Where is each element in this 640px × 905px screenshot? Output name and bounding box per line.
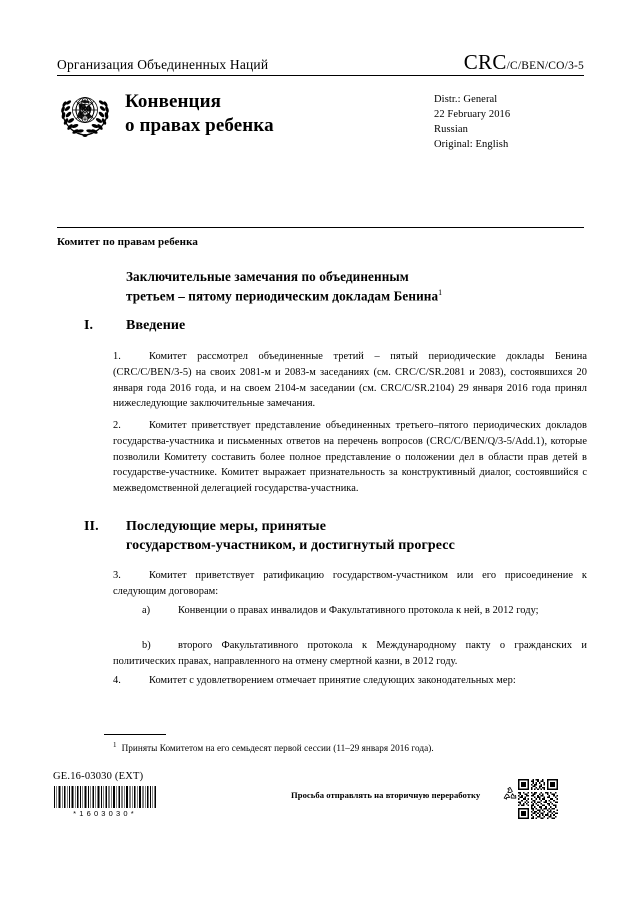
distribution-block (434, 85, 584, 153)
paragraph-3-item-b-text: второго Факультативного протокола к Международному пакту о гражданских и политических правах, направленного на отмену смертной казни, в 2012 году. (113, 640, 587, 667)
ge-code: GE.16-03030 (EXT) (53, 771, 144, 782)
barcode-block (53, 786, 157, 818)
footnote-1-text: Приняты Комитетом на его семьдесят первой сессии (11–29 января 2016 года). (121, 743, 434, 754)
recycle-icon (501, 785, 519, 803)
document-title-line2 (126, 287, 526, 306)
section-1-title: Введение (126, 318, 186, 333)
convention-title-line1: Конвенция (125, 91, 221, 112)
paragraph-3-item-b-marker: b) (142, 640, 151, 651)
distribution-type: Distr.: General (434, 94, 498, 105)
barcode-digits: *1603030* (73, 809, 137, 818)
paragraph-3-marker: 3. (113, 570, 121, 581)
section-heading-followup (84, 518, 534, 555)
section-2-title-line1: Последующие меры, принятые (126, 519, 327, 534)
paragraph-2-text: Комитет приветствует представление объединенных третьего–пятого периодических докладов государства-участника и письменных ответов на перечень вопросов (CRC/C/BEN/Q/3-5/Add.1), которые позволили Комитету составить более полное представление о положении дел в области прав детей в государстве-участнике. Комитет выражает признательность за конструктивный диалог, состоявшийся с межведомственной делегацией государства-участника. (113, 420, 587, 495)
footnote-1 (113, 741, 583, 755)
paragraph-4-marker: 4. (113, 675, 121, 686)
paragraph-3-item-a-marker: a) (142, 605, 151, 616)
document-title-line2-text: третьем – пятому периодическим докладам Бенина (126, 288, 439, 304)
paragraph-3-item-b (113, 638, 587, 670)
un-emblem-icon (57, 87, 113, 139)
document-title (126, 268, 526, 306)
organization-name: Организация Объединенных Наций (57, 57, 269, 73)
footnote-1-marker: 1 (113, 741, 117, 749)
qr-code-icon (518, 779, 558, 819)
paragraph-2-marker: 2. (113, 420, 121, 431)
document-symbol-suffix: /C/BEN/CO/3-5 (506, 60, 584, 72)
paragraph-3-item-a-text: Конвенции о правах инвалидов и Факультативного протокола к ней, в 2012 году; (178, 605, 539, 616)
paragraph-3-item-a (113, 603, 587, 619)
section-2-title-line2: государством-участником, и достигнутый прогресс (126, 537, 455, 553)
section-1-number: I. (84, 318, 94, 333)
masthead-top-row (57, 52, 584, 75)
paragraph-1-marker: 1. (113, 351, 121, 362)
document-symbol (464, 52, 584, 73)
header-bottom-rule (57, 227, 584, 228)
convention-title (113, 85, 434, 139)
barcode-icon (53, 786, 157, 808)
recycle-note: Просьба отправлять на вторичную переработку (291, 790, 481, 800)
document-title-line1: Заключительные замечания по объединенным (126, 269, 409, 284)
committee-name: Комитет по правам ребенка (57, 236, 198, 248)
distribution-language: Russian (434, 123, 468, 135)
masthead-body-row (57, 76, 584, 153)
distribution-original: Original: English (434, 138, 509, 150)
paragraph-4 (113, 673, 587, 689)
title-footnote-marker: 1 (438, 287, 443, 297)
distribution-date: 22 February 2016 (434, 108, 511, 120)
paragraph-1-text: Комитет рассмотрел объединенные третий – пятый периодические доклады Бенина (CRC/C/BEN/3-5) на своих 2081-м и 2083-м заседаниях (см. CRC/C/SR.2081 и 2083), состоявшихся 20 января года 2016 года, и на своем 2104-м заседании (см. CRC/C/SR.2104) 29 января 2016 года принял нижеследующие заключительные замечания. (113, 351, 587, 410)
paragraph-3-text: Комитет приветствует ратификацию государством-участником или его присоединение к следующим договорам: (113, 570, 587, 597)
masthead (57, 52, 584, 153)
footnote-separator (104, 734, 166, 735)
paragraph-3 (113, 568, 587, 600)
section-2-title (126, 518, 534, 555)
convention-title-line2: о правах ребенка (125, 115, 274, 137)
section-2-number: II. (84, 519, 99, 534)
document-symbol-prefix: CRC (463, 50, 507, 74)
section-heading-introduction (84, 317, 534, 336)
paragraph-4-text: Комитет с удовлетворением отмечает принятие следующих законодательных мер: (149, 675, 516, 686)
paragraph-2 (113, 418, 587, 497)
paragraph-1 (113, 349, 587, 412)
